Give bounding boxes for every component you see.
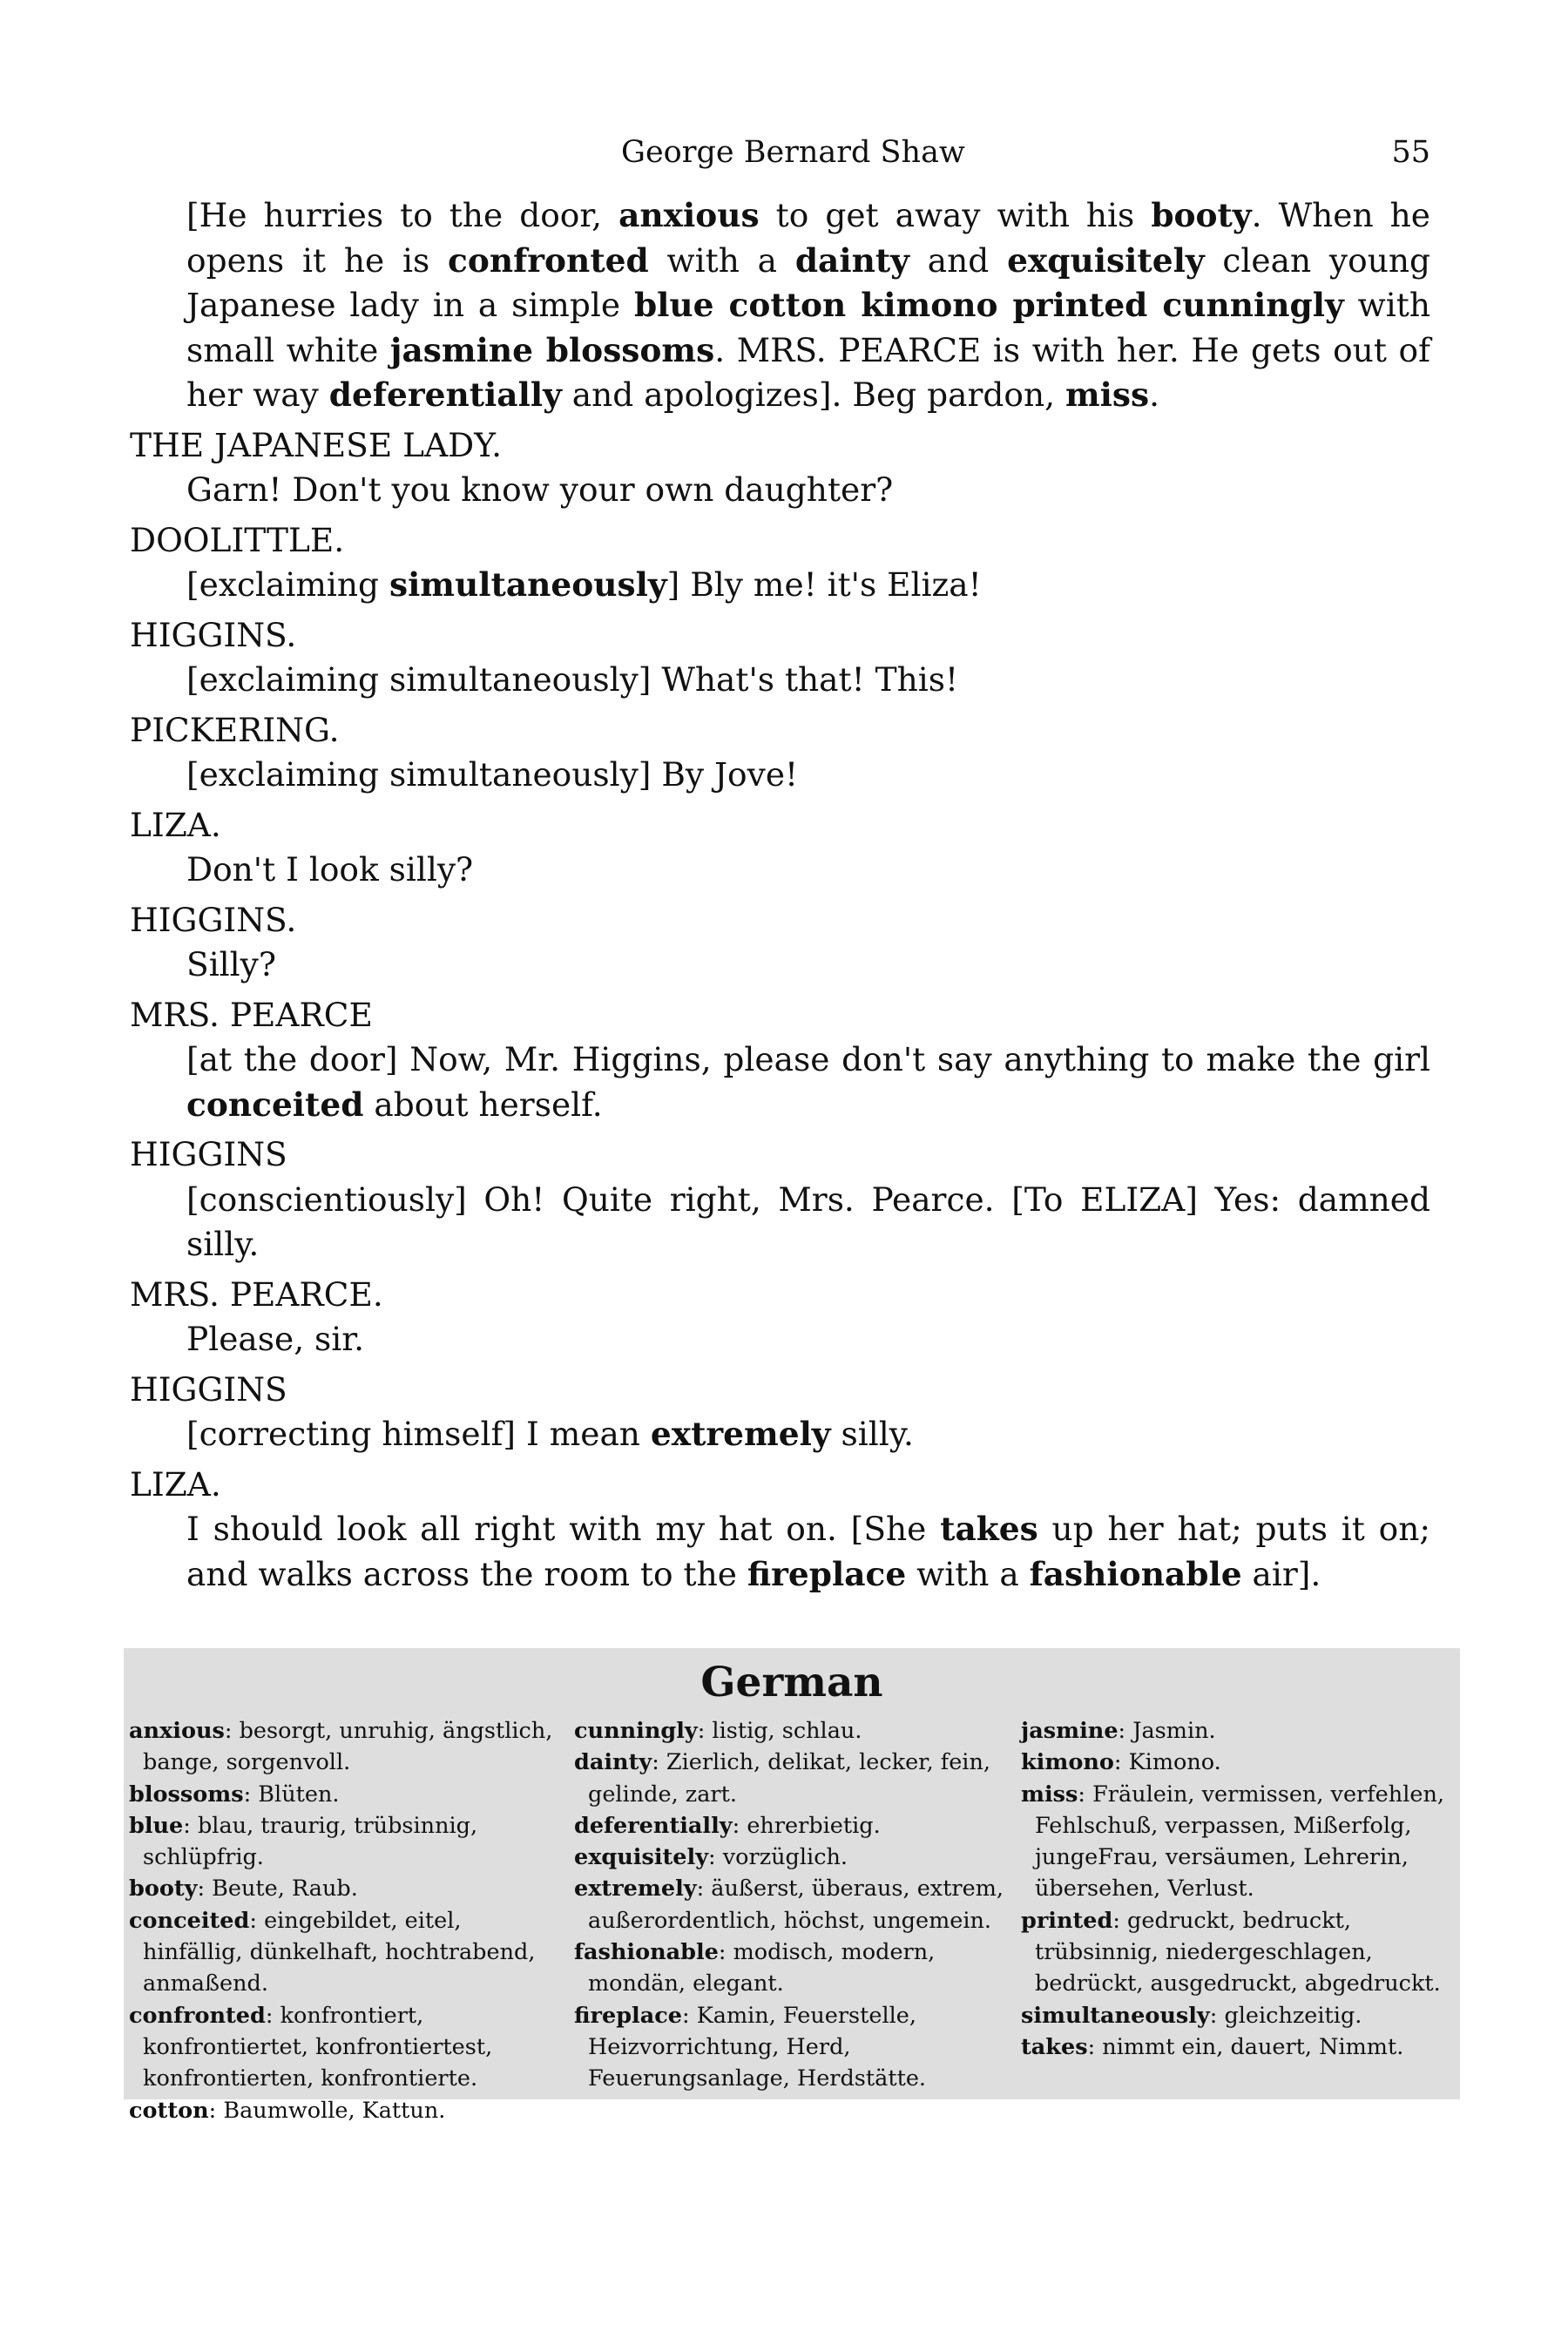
text-run: . MRS. PEARCE is with her. He gets out of her way	[186, 330, 1430, 414]
glossary-separator: :	[682, 2002, 697, 2029]
glossary-column	[574, 1715, 1010, 2095]
glossary-separator: :	[265, 2002, 280, 2029]
speech-text	[186, 848, 1430, 893]
glossary-definition: Kimono.	[1128, 1749, 1221, 1776]
dialogue-block	[130, 1132, 1430, 1267]
speech-text	[186, 753, 1430, 798]
glossary-definition: gedruckt, bedruckt, trübsinnig, niedergeschlagen, bedrückt, ausgedruckt, abgedruckt.	[1035, 1907, 1441, 1997]
page-header	[0, 131, 1568, 174]
speech-text	[186, 1037, 1430, 1127]
glossary-entry	[129, 1715, 564, 1779]
speaker-name: MRS. PEARCE.	[130, 1274, 383, 1314]
glossary-title: German	[700, 1659, 883, 1707]
glossary-separator: :	[1087, 2033, 1103, 2060]
vocab-word: booty	[1151, 196, 1252, 234]
glossary-entry	[574, 1936, 1010, 2000]
glossary-entry	[129, 1810, 564, 1874]
glossary-definition: gleichzeitig.	[1224, 2002, 1362, 2029]
speech-text	[186, 468, 1430, 513]
glossary-word: takes	[1021, 2033, 1088, 2060]
speech-text	[186, 1412, 1430, 1457]
speaker-name: HIGGINS	[130, 1135, 287, 1173]
dialogue-block	[130, 1368, 1430, 1457]
text-run: [He hurries to the door,	[186, 196, 619, 234]
dialogue-block	[130, 993, 1430, 1128]
glossary-word: anxious	[129, 1718, 225, 1744]
vocab-word: dainty	[794, 240, 909, 280]
text-run: [exclaiming	[186, 565, 389, 604]
dialogue-block	[130, 423, 1430, 513]
glossary-definition: Fräulein, vermissen, verfehlen, Fehlschuß, verpassen, Mißerfolg, jungeFrau, versäumen, Lehrerin, übersehen, Verlust.	[1035, 1781, 1444, 1903]
speaker-name: THE JAPANESE LADY.	[130, 425, 503, 464]
text-run: Silly?	[186, 945, 276, 983]
speaker-name: HIGGINS	[130, 1369, 287, 1409]
glossary-separator: :	[249, 1907, 265, 1934]
glossary-word: conceited	[129, 1907, 250, 1934]
glossary-box	[124, 1648, 1460, 2124]
glossary-definition: Jasmin.	[1132, 1718, 1216, 1744]
glossary-definition: Blüten.	[258, 1781, 340, 1808]
glossary-word: deferentially	[574, 1812, 733, 1839]
glossary-word: printed	[1021, 1907, 1113, 1934]
glossary-separator: :	[243, 1781, 259, 1808]
vocab-word: exquisitely	[1007, 240, 1205, 280]
vocab-word: anxious	[618, 196, 760, 234]
text-run: with a	[648, 240, 795, 280]
text-run: [at the door] Now, Mr. Higgins, please don't say anything to make the girl	[186, 1040, 1430, 1078]
glossary-word: booty	[129, 1876, 198, 1903]
glossary-separator: :	[652, 1749, 666, 1776]
glossary-definition: nimmt ein, dauert, Nimmt.	[1102, 2033, 1404, 2060]
glossary-word: fireplace	[574, 2002, 682, 2029]
glossary-entry	[129, 1905, 564, 2000]
glossary-entry	[574, 1810, 1010, 1842]
dialogue-block	[130, 898, 1430, 988]
speech-text	[186, 943, 1430, 988]
text-run: up her hat; puts it on; and walks across the room to the	[186, 1510, 1430, 1593]
speech-text	[186, 1317, 1430, 1362]
text-run: . When he opens it he is	[186, 196, 1430, 280]
glossary-entry	[129, 2000, 564, 2095]
text-run: clean young Japanese lady in a simple	[186, 240, 1431, 324]
vocab-word: jasmine blossoms	[389, 330, 715, 369]
text-run: [exclaiming simultaneously] What's that! This!	[186, 660, 959, 699]
running-head-author: George Bernard Shaw	[621, 135, 965, 170]
glossary-entry	[1021, 1715, 1456, 1747]
text-run: and apologizes]. Beg pardon,	[561, 375, 1065, 414]
glossary-entry	[1021, 2000, 1456, 2031]
vocab-word: blue cotton kimono printed cunningly	[633, 286, 1344, 324]
glossary-definition: Baumwolle, Kattun.	[223, 2097, 446, 2124]
glossary-separator: :	[197, 1876, 213, 1903]
glossary-word: cotton	[129, 2097, 209, 2124]
glossary-separator: :	[224, 1718, 240, 1744]
speaker-name: LIZA.	[130, 805, 221, 844]
glossary-definition: ehrerbietig.	[747, 1812, 881, 1839]
glossary-separator: :	[718, 1939, 733, 1966]
vocab-word: simultaneously	[389, 565, 667, 604]
glossary-definition: listig, schlau.	[712, 1718, 862, 1744]
vocab-word: fashionable	[1029, 1554, 1242, 1593]
glossary-entry	[129, 2095, 564, 2126]
glossary-definition: vorzüglich.	[722, 1844, 848, 1871]
dialogue-block	[130, 803, 1430, 893]
glossary-definition: modisch, modern, mondän, elegant.	[588, 1939, 936, 1997]
speaker-name: LIZA.	[130, 1464, 221, 1504]
play-dialogue	[130, 193, 1430, 1602]
text-run: [conscientiously] Oh! Quite right, Mrs. Pearce. [To ELIZA] Yes: damned silly.	[186, 1179, 1430, 1263]
vocab-word: takes	[940, 1510, 1038, 1548]
glossary-definition: äußerst, überaus, extrem, außerordentlich, höchst, ungemein.	[588, 1876, 1004, 1934]
vocab-word: fireplace	[747, 1554, 907, 1593]
glossary-word: extremely	[574, 1876, 697, 1903]
glossary-separator: :	[696, 1876, 712, 1903]
glossary-separator: :	[732, 1812, 747, 1839]
glossary-entry	[1021, 1779, 1456, 1905]
text-run: and	[909, 240, 1008, 280]
vocab-word: miss	[1064, 375, 1150, 414]
text-run: about herself.	[363, 1085, 603, 1124]
dialogue-block	[130, 1463, 1430, 1598]
glossary-separator: :	[208, 2097, 224, 2124]
glossary-column	[1021, 1715, 1456, 2063]
glossary-separator: :	[697, 1718, 713, 1744]
text-run: with small white	[186, 286, 1430, 369]
glossary-word: dainty	[574, 1749, 652, 1776]
text-run: .	[1149, 375, 1160, 414]
vocab-word: deferentially	[328, 375, 562, 414]
speech-text	[186, 563, 1430, 608]
glossary-entry	[574, 1715, 1010, 1747]
speech-text	[186, 193, 1430, 418]
text-run: [correcting himself] I mean	[186, 1415, 651, 1453]
glossary-column	[129, 1715, 564, 2126]
dialogue-block	[130, 193, 1430, 418]
dialogue-block	[130, 708, 1430, 798]
glossary-separator: :	[1078, 1781, 1093, 1808]
text-run: I should look all right with my hat on. [She	[186, 1510, 941, 1548]
glossary-definition: besorgt, unruhig, ängstlich, bange, sorgenvoll.	[143, 1718, 553, 1776]
glossary-word: fashionable	[574, 1939, 719, 1966]
text-run: silly.	[830, 1415, 914, 1453]
text-run: air].	[1241, 1554, 1321, 1593]
glossary-definition: konfrontiert, konfrontiertet, konfrontiertest, konfrontierten, konfrontierte.	[143, 2002, 493, 2092]
glossary-separator: :	[1209, 2002, 1225, 2029]
dialogue-block	[130, 1273, 1430, 1362]
vocab-word: conceited	[186, 1085, 364, 1124]
text-run: [exclaiming simultaneously] By Jove!	[186, 755, 799, 794]
glossary-separator: :	[1118, 1718, 1133, 1744]
page-number: 55	[1391, 135, 1430, 170]
speaker-name: PICKERING.	[130, 710, 340, 749]
glossary-word: blossoms	[129, 1781, 244, 1808]
glossary-separator: :	[1112, 1907, 1128, 1934]
speech-text	[186, 1507, 1430, 1597]
text-run: Please, sir.	[186, 1320, 365, 1358]
glossary-entry	[129, 1779, 564, 1810]
glossary-word: jasmine	[1021, 1718, 1119, 1744]
glossary-word: kimono	[1021, 1749, 1114, 1776]
glossary-separator: :	[708, 1844, 723, 1871]
glossary-definition: Kamin, Feuerstelle, Heizvorrichtung, Herd, Feuerungsanlage, Herdstätte.	[588, 2002, 927, 2092]
glossary-definition: Beute, Raub.	[212, 1876, 358, 1903]
speech-text	[186, 1178, 1430, 1267]
glossary-entry	[1021, 1747, 1456, 1778]
glossary-definition: eingebildet, eitel, hinfällig, dünkelhaft, hochtrabend, anmaßend.	[143, 1907, 536, 1997]
glossary-entry	[574, 1873, 1010, 1936]
glossary-word: confronted	[129, 2002, 266, 2029]
glossary-entry	[1021, 1905, 1456, 2000]
speech-text	[186, 658, 1430, 703]
speaker-name: HIGGINS.	[130, 615, 297, 654]
text-run: ] Bly me! it's Eliza!	[666, 565, 982, 604]
glossary-word: exquisitely	[574, 1844, 709, 1871]
text-run: with a	[906, 1554, 1030, 1593]
glossary-entry	[574, 1842, 1010, 1873]
glossary-word: miss	[1021, 1781, 1078, 1808]
glossary-separator: :	[1113, 1749, 1129, 1776]
speaker-name: HIGGINS.	[130, 900, 297, 939]
speaker-name: MRS. PEARCE	[130, 995, 373, 1034]
glossary-entry	[574, 2000, 1010, 2095]
glossary-word: blue	[129, 1812, 184, 1839]
text-run: Garn! Don't you know your own daughter?	[186, 470, 894, 509]
text-run: to get away with his	[759, 196, 1152, 234]
glossary-definition: Zierlich, delikat, lecker, fein, gelinde, zart.	[588, 1749, 990, 1808]
dialogue-block	[130, 613, 1430, 703]
glossary-entry	[129, 1873, 564, 1904]
glossary-word: simultaneously	[1021, 2002, 1210, 2029]
glossary-word: cunningly	[574, 1718, 698, 1744]
vocab-word: extremely	[650, 1415, 831, 1453]
speaker-name: DOOLITTLE.	[130, 520, 345, 559]
glossary-entry	[1021, 2031, 1456, 2063]
glossary-definition: blau, traurig, trübsinnig, schlüpfrig.	[143, 1812, 478, 1871]
glossary-separator: :	[183, 1812, 198, 1839]
vocab-word: confronted	[448, 240, 649, 280]
glossary-entry	[574, 1747, 1010, 1810]
text-run: Don't I look silly?	[186, 850, 474, 889]
dialogue-block	[130, 518, 1430, 608]
